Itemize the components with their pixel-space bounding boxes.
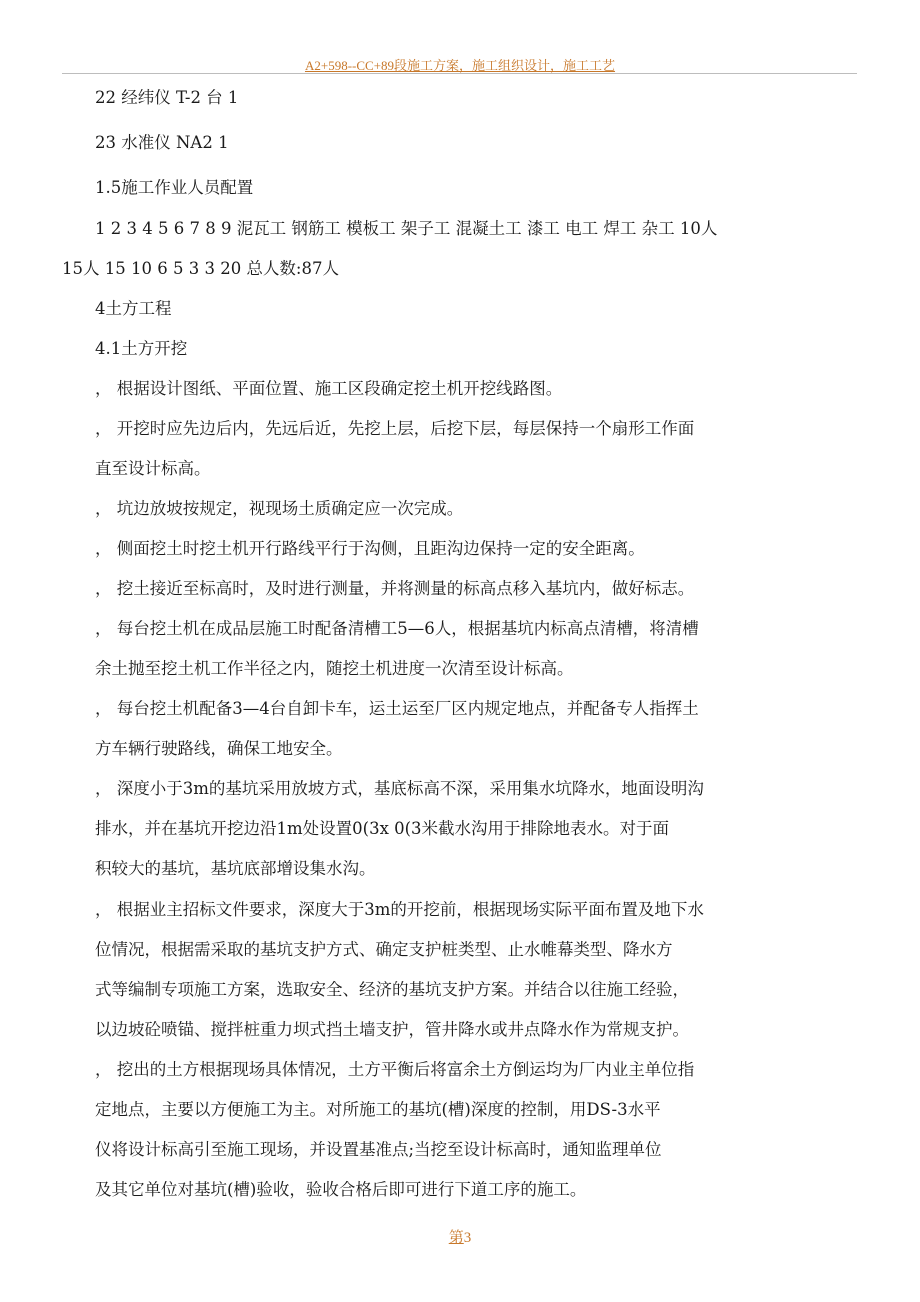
paragraph-line: 积较大的基坑，基坑底部增设集水沟。	[95, 859, 376, 878]
paragraph-line: 及其它单位对基坑(槽)验收，验收合格后即可进行下道工序的施工。	[95, 1180, 587, 1199]
page-footer	[0, 1226, 920, 1247]
paragraph-line: ， 每台挖土机在成品层施工时配备清槽工5—6人，根据基坑内标高点清槽，将清槽	[95, 619, 699, 638]
page-header-title: A2+598--CC+89段施工方案，施工组织设计，施工工艺	[304, 58, 616, 73]
paragraph-line: ， 坑边放坡按规定，视现场土质确定应一次完成。	[95, 499, 464, 518]
paragraph-line: 仪将设计标高引至施工现场，并设置基准点;当挖至设计标高时，通知监理单位	[95, 1140, 662, 1159]
section-heading-4: 4土方工程	[95, 299, 172, 318]
paragraph-line: 排水，并在基坑开挖边沿1m处设置0(3x 0(3米截水沟用于排除地表水。对于面	[95, 819, 670, 838]
paragraph-line: ， 每台挖土机配备3—4台自卸卡车，运土运至厂区内规定地点，并配备专人指挥土	[95, 699, 699, 718]
paragraph-line: 直至设计标高。	[95, 459, 211, 478]
paragraph-line: ， 根据设计图纸、平面位置、施工区段确定挖土机开挖线路图。	[95, 379, 563, 398]
section-heading-1-5: 1.5施工作业人员配置	[95, 178, 254, 197]
equipment-line-23: 23 水准仪 NA2 1	[95, 133, 229, 152]
paragraph-line: 式等编制专项施工方案，选取安全、经济的基坑支护方案。并结合以往施工经验，	[95, 980, 689, 999]
paragraph-line: ， 挖出的土方根据现场具体情况，土方平衡后将富余土方倒运均为厂内业主单位指	[95, 1060, 695, 1079]
paragraph-line: 方车辆行驶路线，确保工地安全。	[95, 739, 343, 758]
page-number-prefix: 第	[448, 1230, 464, 1246]
header-divider	[62, 73, 857, 74]
staff-table-row-1: 1 2 3 4 5 6 7 8 9 泥瓦工 钢筋工 模板工 架子工 混凝土工 漆工 电工 焊工 杂工 10人	[95, 219, 718, 238]
paragraph-line: ， 挖土接近至标高时，及时进行测量，并将测量的标高点移入基坑内，做好标志。	[95, 579, 695, 598]
paragraph-line: 定地点，主要以方便施工为主。对所施工的基坑(槽)深度的控制，用DS-3水平	[95, 1100, 661, 1119]
page-number: 3	[463, 1230, 472, 1246]
paragraph-line: 位情况，根据需采取的基坑支护方式、确定支护桩类型、止水帷幕类型、降水方	[95, 940, 673, 959]
paragraph-line: 余土抛至挖土机工作半径之内，随挖土机进度一次清至设计标高。	[95, 659, 574, 678]
staff-table-row-2: 15人 15 10 6 5 3 3 20 总人数:87人	[62, 259, 339, 278]
equipment-line-22: 22 经纬仪 T-2 台 1	[95, 88, 239, 107]
paragraph-line: ， 侧面挖土时挖土机开行路线平行于沟侧，且距沟边保持一定的安全距离。	[95, 539, 645, 558]
section-heading-4-1: 4.1土方开挖	[95, 339, 188, 358]
paragraph-line: 以边坡砼喷锚、搅拌桩重力坝式挡土墙支护，管井降水或井点降水作为常规支护。	[95, 1020, 689, 1039]
paragraph-line: ， 开挖时应先边后内，先远后近，先挖上层，后挖下层，每层保持一个扇形工作面	[95, 419, 695, 438]
paragraph-line: ， 根据业主招标文件要求，深度大于3m的开挖前，根据现场实际平面布置及地下水	[95, 900, 704, 919]
paragraph-line: ， 深度小于3m的基坑采用放坡方式，基底标高不深，采用集水坑降水，地面设明沟	[95, 779, 704, 798]
